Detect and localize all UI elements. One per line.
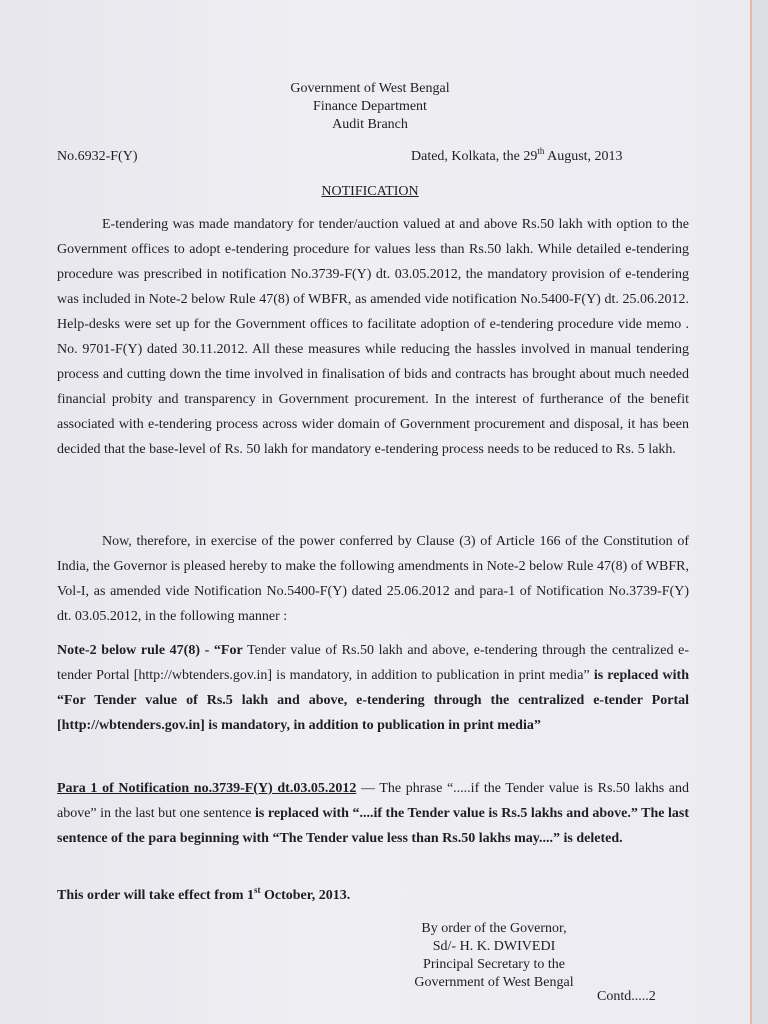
letterhead xyxy=(200,80,540,134)
signature-government: Government of West Bengal xyxy=(414,975,574,990)
paragraph-para-1 xyxy=(57,776,689,851)
date-prefix: Dated, Kolkata, the 29 xyxy=(411,149,538,164)
effect-prefix: This order will take effect from 1 xyxy=(57,888,254,903)
effective-date xyxy=(57,885,351,904)
paragraph-2-text: Now, therefore, in exercise of the power conferred by Clause (3) of Article 166 of the Constitution of India, the Governor is pleased hereby to make the following amendments in Note-2 below Rule 47(8) of WBFR, Vol-I, as amended vide Notification No.5400-F(Y) dated 25.06.2012 and para-1 of Notification No.3739-F(Y) dt. 03.05.2012, in the following manner : xyxy=(57,534,689,624)
para-1-replacement: is replaced with “....if the Tender value is Rs.5 lakhs and above.” The last sentence of the para beginning with “The Tender value less than Rs.50 lakhs may....” is deleted. xyxy=(57,806,690,846)
para-1-lead: Para 1 of Notification no.3739-F(Y) dt.03.05.2012 xyxy=(57,781,357,796)
signature-block xyxy=(384,920,604,992)
date-suffix: August, 2013 xyxy=(544,149,623,164)
paragraph-note-2 xyxy=(57,638,689,738)
note-2-lead: Note-2 below rule 47(8) - “For xyxy=(57,643,243,658)
signature-order: By order of the Governor, xyxy=(421,921,567,936)
header-branch: Audit Branch xyxy=(332,117,408,132)
para-1-text: — The phrase “.....if the Tender value is Rs.50 lakhs and above” in the last but one sentence xyxy=(57,781,689,821)
signature-designation: Principal Secretary to the xyxy=(423,957,565,972)
header-department: Finance Department xyxy=(313,99,427,114)
page-edge-shadow xyxy=(752,0,768,1024)
reference-number: No.6932-F(Y) xyxy=(57,149,138,164)
continued-note: Contd.....2 xyxy=(597,989,656,1004)
signature-name: Sd/- H. K. DWIVEDI xyxy=(432,939,556,954)
note-2-replacement: is replaced with “For Tender value of Rs.5 lakh and above, e-tendering through the centralized e-tender Portal [http://wbtenders.gov.in] is mandatory, in addition to publication in print media” xyxy=(57,668,689,733)
document-title: NOTIFICATION xyxy=(321,184,419,199)
date-superscript: th xyxy=(537,146,545,156)
paragraph-1-text: E-tendering was made mandatory for tender/auction valued at and above Rs.50 lakh with option to the Government offices to adopt e-tendering procedure for values less than Rs.50 lakh. While detailed e-tendering procedure was prescribed in notification No.3739-F(Y) dt. 03.05.2012, the mandatory provision of e-tendering was included in Note-2 below Rule 47(8) of WBFR, as amended vide notification No.5400-F(Y) dt. 25.06.2012. Help-desks were set up for the Government offices to facilitate adoption of e-tendering procedure vide memo . No. 9701-F(Y) dated 30.11.2012. All these measures while reducing the hassles involved in manual tendering process and cutting down the time involved in finalisation of bids and contracts has brought about much needed financial probity and transparency in Government procurement. In the interest of furtherance of the benefit associated with e-tendering process across wider domain of Government procurement and disposal, it has been decided that the base-level of Rs. 50 lakh for mandatory e-tendering process needs to be reduced to Rs. 5 lakh. xyxy=(57,217,689,457)
header-government: Government of West Bengal xyxy=(290,81,450,96)
effect-superscript: st xyxy=(254,885,261,895)
effect-suffix: October, 2013. xyxy=(260,888,351,903)
paragraph-background xyxy=(57,212,689,462)
date-line xyxy=(411,146,623,165)
paragraph-amendment-intro xyxy=(57,529,689,629)
note-2-text: Tender value of Rs.50 lakh and above, e-tendering through the centralized e-tender Portal [http://wbtenders.gov.in] is mandatory, in addition to publication in print media” xyxy=(57,643,689,683)
